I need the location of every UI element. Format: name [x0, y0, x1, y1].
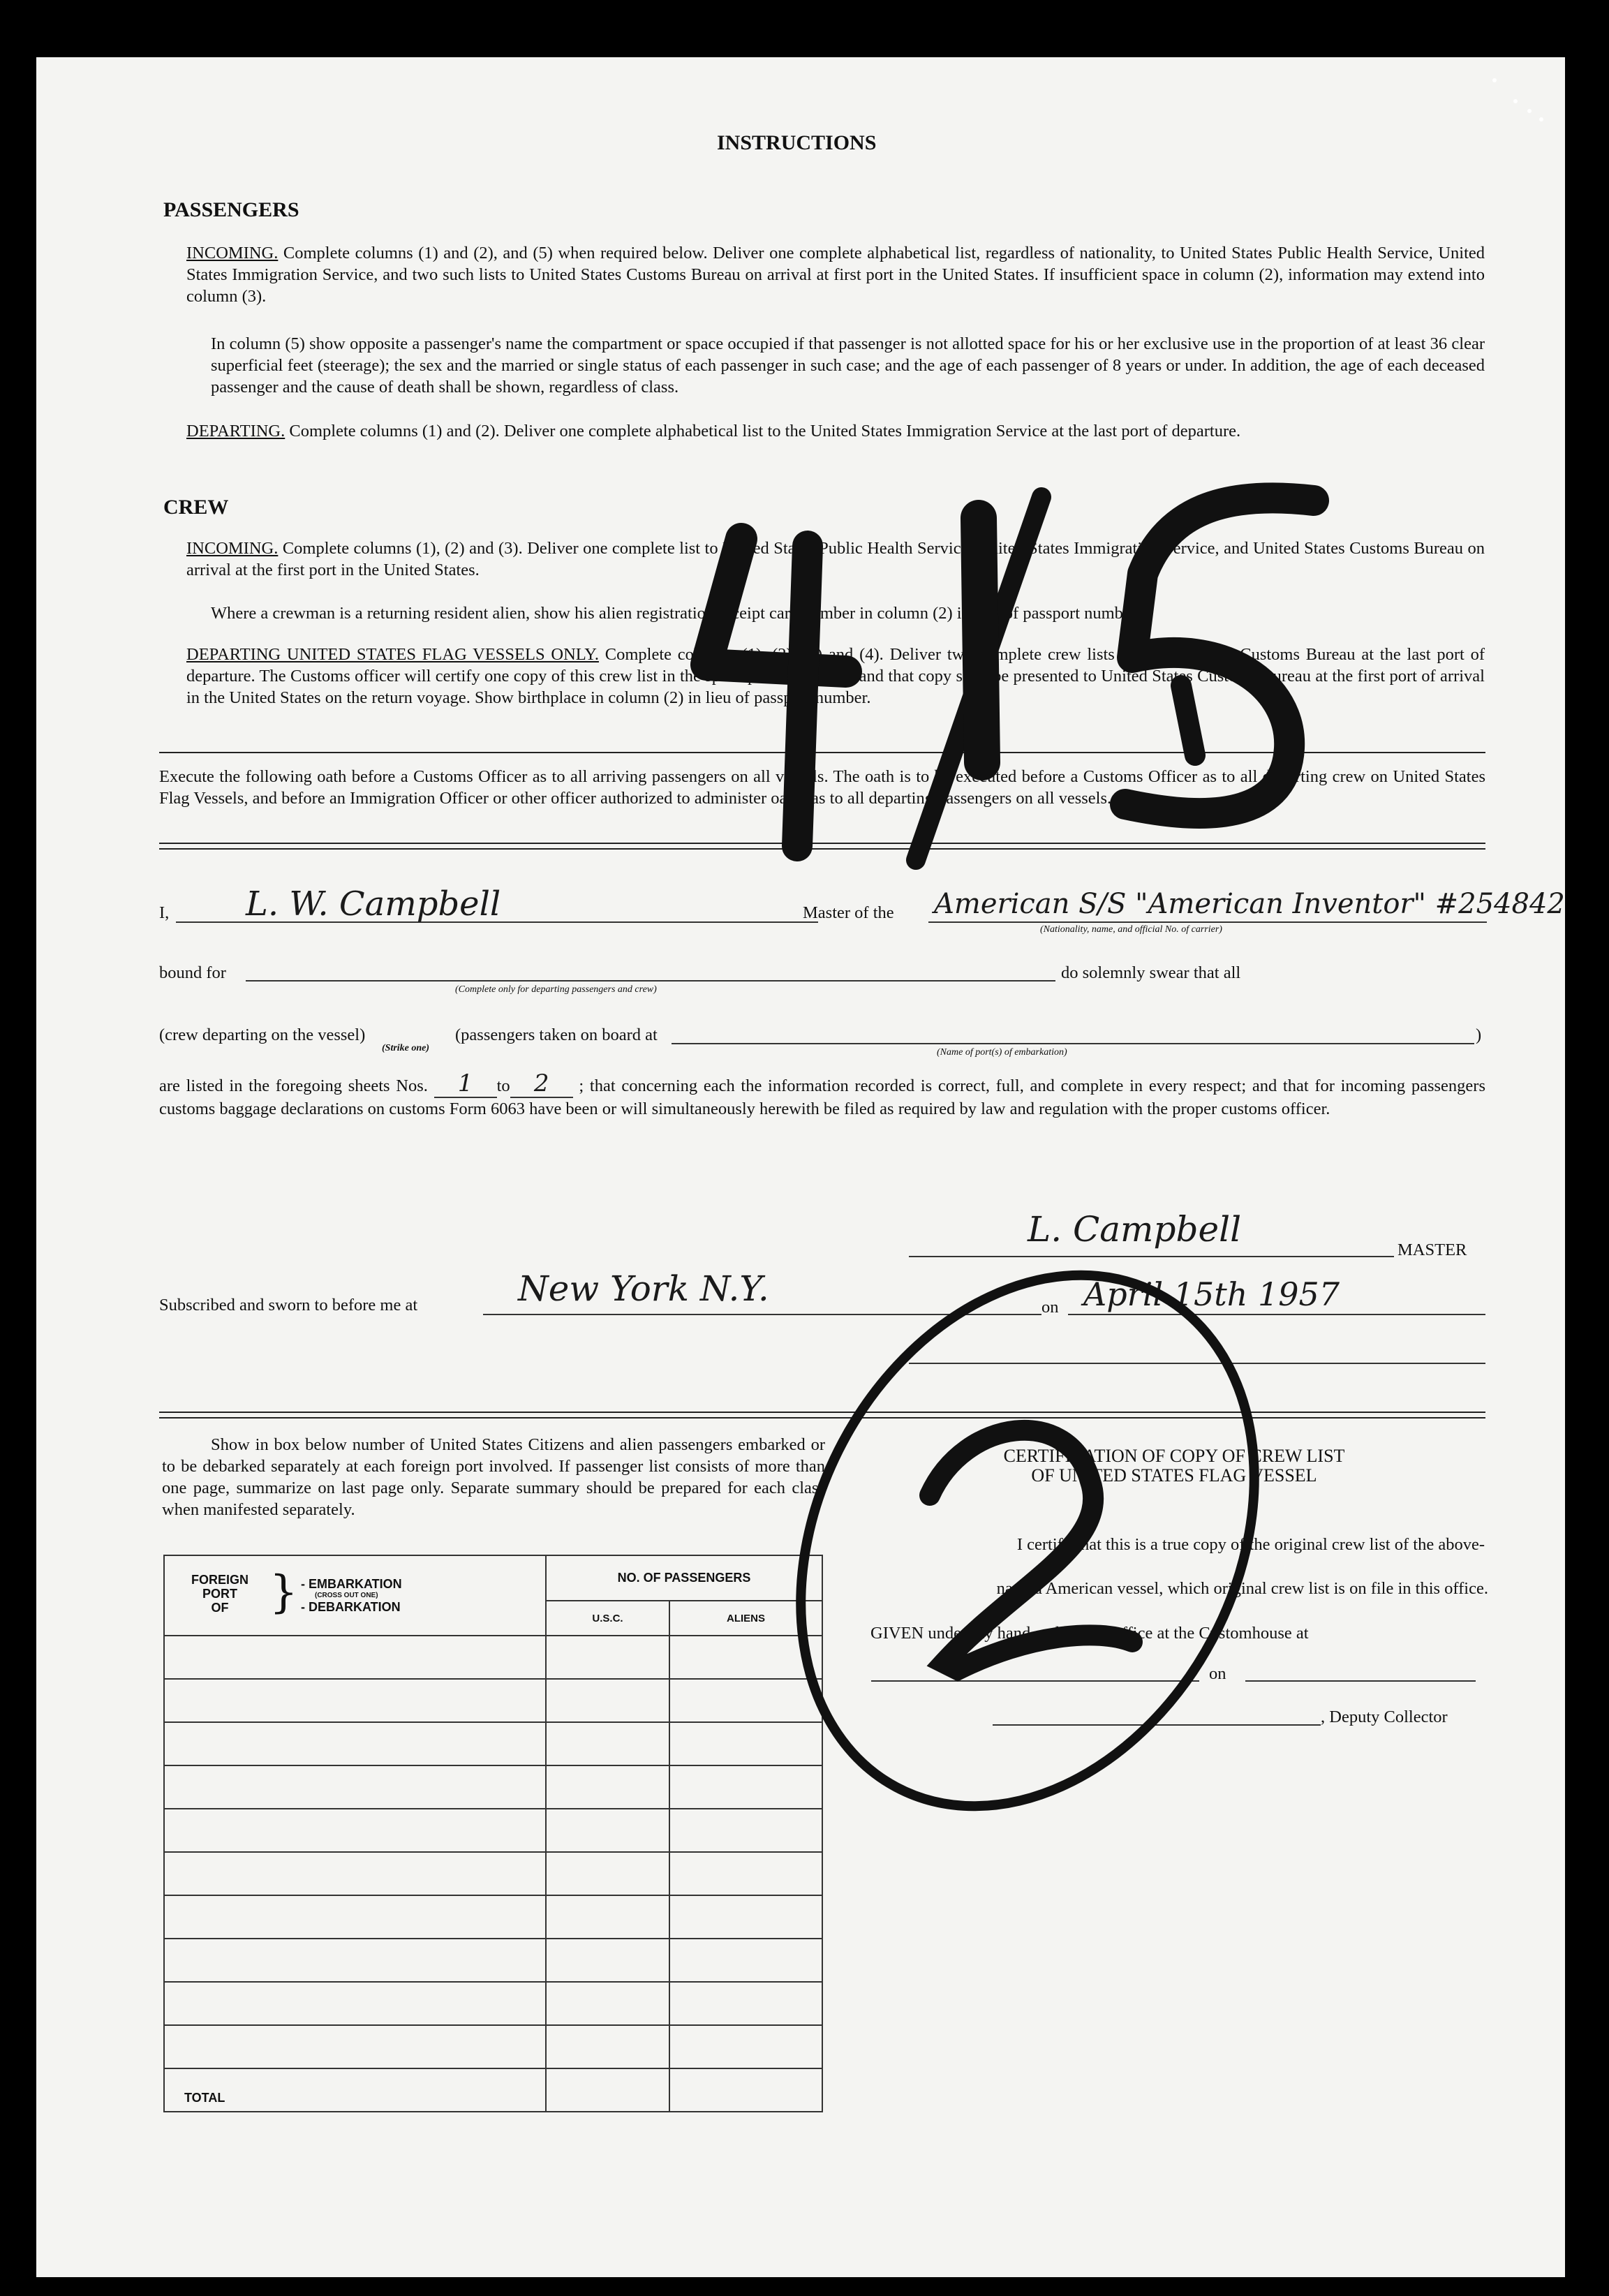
crew-departing-option: (crew departing on the vessel) [159, 1025, 366, 1044]
certification-line-1: I certify that this is a true copy of the original crew list of the above- [1016, 1535, 1485, 1554]
scan-dot [1527, 109, 1532, 113]
oath-text: Execute the following oath before a Customs Officer as to all arriving passengers on all vessels. The oath is to be executed before a Customs Officer as to all departing crew on United States Flag Vessels, and before an Immigration Officer or other officer authorized to administer oaths as to all departing passengers on all vessels. [159, 767, 1485, 808]
oath-instructions [159, 766, 1485, 809]
table-row [164, 1895, 822, 1939]
aliens-total-cell[interactable] [669, 2068, 822, 2112]
table-row [164, 1679, 822, 1722]
usc-cell[interactable] [546, 1982, 669, 2025]
passengers-heading: PASSENGERS [163, 198, 299, 221]
passengers-column5-text: In column (5) show opposite a passenger's name the compartment or space occupied if that passenger is not allotted space for his or her exclusive use in the proportion of at least 36 clear superficial feet (steerage); the sex and the married or single status of each passenger in such case; and the age of each passenger of 8 years or under. In addition, the age of each deceased passenger and the cause of death shall be shown, regardless of class. [211, 334, 1485, 397]
total-row [164, 2068, 822, 2112]
document-page [36, 57, 1565, 2277]
certification-date-field[interactable] [1245, 1680, 1476, 1682]
scan-dot [1513, 99, 1518, 103]
no-of-passengers-header: NO. OF PASSENGERS [546, 1555, 822, 1601]
passengers-column5-section [211, 333, 1485, 398]
sheet-from-value: 1 [457, 1069, 473, 1097]
foreign-port-label [191, 1573, 249, 1615]
usc-cell[interactable] [546, 1809, 669, 1852]
aliens-cell[interactable] [669, 1765, 822, 1809]
aliens-cell[interactable] [669, 1636, 822, 1679]
vessel-value: American S/S "American Inventor" #254842 [934, 888, 1565, 920]
summary-instructions [162, 1434, 825, 1520]
aliens-cell[interactable] [669, 1722, 822, 1765]
usc-cell[interactable] [546, 1852, 669, 1895]
port-cell[interactable] [164, 2025, 546, 2068]
ports-close-paren: ) [1476, 1025, 1482, 1044]
certification-heading-1: CERTIFICATION OF COPY OF CREW LIST [1003, 1446, 1345, 1466]
cross-out-one-label: (CROSS OUT ONE) [315, 1592, 378, 1599]
usc-total-cell[interactable] [546, 2068, 669, 2112]
aliens-cell[interactable] [669, 1852, 822, 1895]
passenger-summary-table [163, 1555, 823, 2112]
usc-cell[interactable] [546, 1636, 669, 1679]
certification-heading-2: OF UNITED STATES FLAG VESSEL [1031, 1465, 1317, 1486]
usc-cell[interactable] [546, 1895, 669, 1939]
circled-number-text: 2 [1014, 1553, 1017, 1560]
crew-heading: CREW [163, 496, 229, 519]
port-cell[interactable] [164, 1939, 546, 1982]
sworn-date-value: April 15th 1957 [1083, 1275, 1340, 1313]
port-cell[interactable] [164, 1982, 546, 2025]
usc-cell[interactable] [546, 1765, 669, 1809]
crew-incoming-label: INCOMING. [186, 539, 279, 558]
crew-departing-text: Complete columns (1), (2), (3) and (4). Deliver two complete crew lists to United States Customs Bureau at the last port of departure. The Customs officer will certify one copy of this crew list in the space provided below and that copy shall be presented to United States Customs Bureau at the first port of arrival in the United States on the return voyage. Show birthplace in column (2) in lieu of passport number. [186, 645, 1485, 707]
passengers-incoming-label: INCOMING. [186, 244, 279, 262]
port-cell[interactable] [164, 1636, 546, 1679]
usc-cell[interactable] [546, 1722, 669, 1765]
passengers-incoming-text: Complete columns (1) and (2), and (5) when required below. Deliver one complete alphabetical list, regardless of nationality, to United States Public Health Service, United States Immigration Service, and two such lists to United States Customs Bureau on arrival at first port in the United States. If insufficient space in column (2), information may extend into column (3). [186, 244, 1485, 306]
crew-alien-text: Where a crewman is a returning resident alien, show his alien registration receipt card number in column (2) in lieu of passport number. [211, 604, 1140, 623]
passengers-departing-label: DEPARTING. [186, 422, 286, 440]
strike-one-caption: (Strike one) [382, 1043, 430, 1053]
port-cell[interactable] [164, 1809, 546, 1852]
aliens-cell[interactable] [669, 1982, 822, 2025]
table-row [164, 1722, 822, 1765]
table-row [164, 1852, 822, 1895]
port-header-cell [164, 1555, 546, 1636]
vessel-field[interactable] [928, 921, 1487, 923]
passengers-taken-option: (passengers taken on board at [455, 1025, 658, 1044]
bound-for-caption: (Complete only for departing passengers and crew) [455, 984, 657, 995]
table-row [164, 1982, 822, 2025]
usc-cell[interactable] [546, 1679, 669, 1722]
total-label: TOTAL [164, 2068, 546, 2112]
blank-line-1 [909, 1363, 1485, 1364]
port-cell[interactable] [164, 1722, 546, 1765]
certification-on-label: on [1209, 1664, 1226, 1683]
table-row [164, 2025, 822, 2068]
master-of-label: Master of the [803, 903, 894, 922]
ports-caption: (Name of port(s) of embarkation) [937, 1047, 1067, 1058]
ports-field[interactable] [672, 1043, 1474, 1044]
crew-incoming-text: Complete columns (1), (2) and (3). Deliver one complete list to United States Public Health Service, United States Immigration Service, and United States Customs Bureau on arrival at the first port in the United States. [186, 539, 1485, 579]
port-cell[interactable] [164, 1852, 546, 1895]
sheets-prefix: are listed in the foregoing sheets Nos. [159, 1076, 428, 1095]
crew-departing-label: DEPARTING UNITED STATES FLAG VESSELS ONLY. [186, 645, 599, 664]
passengers-departing-text: Complete columns (1) and (2). Deliver one complete alphabetical list to the United States Immigration Service at the last port of departure. [289, 422, 1241, 440]
scan-dot [1492, 78, 1497, 82]
sheets-suffix: ; that concerning each the information recorded is correct, full, and complete in every respect; and that for incoming passengers customs baggage declarations on customs Form 6063 have been or will simultaneously herewith be filed as required by law and regulation with the proper customs officer. [159, 1076, 1485, 1118]
divider-oath-2 [159, 848, 1485, 850]
sworn-place-value: New York N.Y. [518, 1268, 769, 1309]
bound-for-label: bound for [159, 963, 226, 982]
table-row [164, 1939, 822, 1982]
aliens-cell[interactable] [669, 1895, 822, 1939]
sheet-from-field[interactable] [434, 1069, 497, 1098]
port-cell[interactable] [164, 1679, 546, 1722]
certification-line-3: GIVEN under my hand and seal of office at the Customhouse at [870, 1624, 1309, 1643]
usc-cell[interactable] [546, 2025, 669, 2068]
aliens-cell[interactable] [669, 2025, 822, 2068]
embarkation-label[interactable]: - EMBARKATION [301, 1577, 402, 1591]
customhouse-field[interactable] [871, 1680, 1199, 1682]
big-number-text: 4/15 [895, 750, 907, 757]
table-row [164, 1636, 822, 1679]
usc-cell[interactable] [546, 1939, 669, 1982]
usc-header: U.S.C. [546, 1601, 669, 1636]
sheet-to-value: 2 [533, 1069, 549, 1097]
scan-dot [1539, 117, 1543, 121]
certification-block [860, 1446, 1488, 1486]
master-name-value: L. W. Campbell [246, 884, 501, 924]
signature-value: L. Campbell [1028, 1209, 1242, 1250]
debarkation-label[interactable]: - DEBARKATION [301, 1600, 401, 1614]
certification-line-2: named American vessel, which original crew list is on file in this office. [996, 1579, 1488, 1598]
of-label: OF [211, 1601, 229, 1615]
divider-bottom-2 [159, 1417, 1485, 1419]
page-title: INSTRUCTIONS [717, 131, 877, 154]
divider-oath-1 [159, 843, 1485, 844]
port-label: PORT [202, 1587, 238, 1601]
crew-departing-section [186, 644, 1485, 709]
table-row [164, 1809, 822, 1852]
vessel-caption: (Nationality, name, and official No. of carrier) [1040, 924, 1222, 935]
table-row [164, 1765, 822, 1809]
crew-alien-section [211, 602, 1485, 624]
port-cell[interactable] [164, 1765, 546, 1809]
passengers-incoming-section [186, 242, 1485, 307]
foreign-label: FOREIGN [191, 1573, 249, 1587]
aliens-cell[interactable] [669, 1809, 822, 1852]
divider-bottom-1 [159, 1412, 1485, 1413]
crew-incoming-section [186, 538, 1485, 581]
deputy-collector-label: , Deputy Collector [1321, 1708, 1448, 1726]
bound-for-field[interactable] [246, 980, 1055, 982]
divider-top [159, 752, 1485, 753]
sworn-on-label: on [1041, 1298, 1059, 1317]
sworn-date-field[interactable] [1068, 1314, 1485, 1315]
deputy-collector-field[interactable] [993, 1724, 1321, 1726]
aliens-cell[interactable] [669, 1679, 822, 1722]
i-label: I, [159, 903, 170, 922]
passengers-departing-section [186, 420, 1485, 442]
swear-label: do solemnly swear that all [1061, 963, 1241, 982]
sworn-place-field[interactable] [483, 1314, 1041, 1315]
to-label: to [496, 1076, 510, 1095]
master-label: MASTER [1397, 1240, 1467, 1259]
aliens-cell[interactable] [669, 1939, 822, 1982]
summary-instructions-text: Show in box below number of United States Citizens and alien passengers embarked or to be debarked separately at each foreign port involved. If passenger list consists of more than one page, summarize on last page only. Separate summary should be prepared for each class when manifested separately. [162, 1435, 825, 1519]
port-cell[interactable] [164, 1895, 546, 1939]
brace-glyph: } [269, 1567, 298, 1618]
sheets-statement [159, 1069, 1485, 1120]
aliens-header: ALIENS [669, 1601, 822, 1636]
signature-field[interactable] [909, 1256, 1394, 1257]
subscribed-label: Subscribed and sworn to before me at [159, 1296, 418, 1314]
sheet-to-field[interactable] [510, 1069, 573, 1098]
